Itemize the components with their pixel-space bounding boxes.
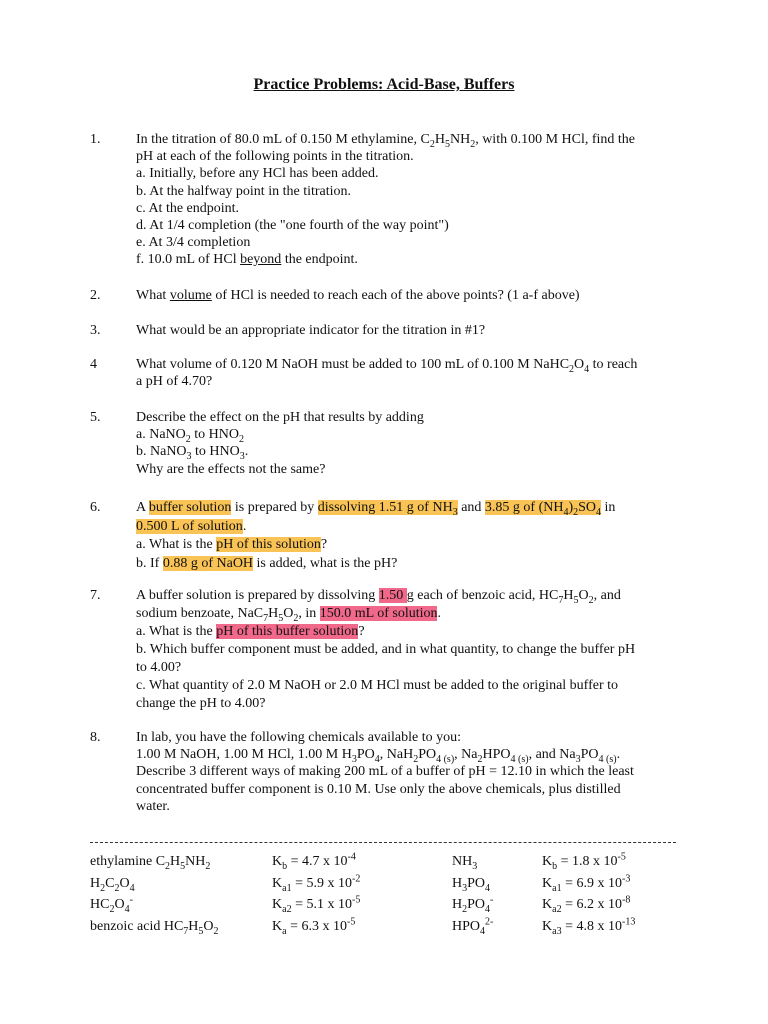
highlight: 0.500 L of solution bbox=[136, 518, 243, 534]
question-line: pH at each of the following points in the titration. bbox=[136, 149, 414, 165]
question-2: What volume of HCl is needed to reach each of the above points? (1 a-f above) bbox=[136, 288, 580, 303]
compound-cell: $H_3PO_4$ bbox=[452, 876, 491, 894]
question-part: f. 10.0 mL of HCl beyond the endpoint. bbox=[136, 252, 358, 268]
constant-cell: $K_a = 6.3$ x $10^{-5}$ bbox=[272, 916, 356, 937]
question-number: 2. bbox=[90, 288, 101, 303]
question-number: 7. bbox=[90, 588, 101, 603]
compound-cell: $H_2PO_4^-$ bbox=[452, 894, 494, 915]
question-8: In lab, you have the following chemicals available to you: 1.00 M NaOH, 1.00 M HCl, 1.00 M $H_3PO_4$, $NaH_2PO_{4 (s)}$, $Na_2HPO_{4 (s)}$, and $Na_3PO_{4 (s)}$. Describe 3 different ways of making 200 mL of a buffer of pH = 12.10 in which the least concentrated buffer component is 0.10 M. Use only the above chemicals, plus distilled water. bbox=[136, 730, 634, 814]
question-number: 1. bbox=[90, 132, 101, 147]
dashed-divider bbox=[90, 842, 676, 843]
question-number: 4 bbox=[90, 357, 97, 372]
compound-cell: $H_2C_2O_4$ bbox=[90, 876, 135, 894]
compound-cell: $HC_2O_4^-$ bbox=[90, 894, 133, 915]
highlight: 150.0 mL of solution bbox=[319, 606, 438, 621]
question-part: d. At 1/4 completion (the "one fourth of the way point") bbox=[136, 218, 449, 234]
constant-cell: $K_b = 4.7$ x $10^{-4}$ bbox=[272, 851, 356, 872]
highlight: buffer solution bbox=[148, 500, 232, 515]
question-5: Describe the effect on the pH that results by adding a. NaNO$_2$ to $HNO_2$ b. NaNO$_3$ to $HNO_3$. Why are the effects not the same? bbox=[136, 410, 424, 477]
question-part: c. At the endpoint. bbox=[136, 200, 240, 216]
question-number: 5. bbox=[90, 410, 101, 425]
highlight: dissolving 1.51 g of $NH_3$ bbox=[317, 500, 458, 518]
question-number: 6. bbox=[90, 500, 101, 515]
question-part: b. At the halfway point in the titration. bbox=[136, 183, 352, 199]
compound-cell: $NH_3$ bbox=[452, 854, 478, 872]
question-part: a. Initially, before any HCl has been added. bbox=[136, 166, 379, 182]
constant-cell: $K_{a2} = 5.1$ x $10^{-5}$ bbox=[272, 894, 361, 915]
page-title: Practice Problems: Acid-Base, Buffers bbox=[253, 76, 515, 93]
constant-cell: $K_b = 1.8$ x $10^{-5}$ bbox=[542, 851, 626, 872]
highlight: 3.85 g of $(NH_4)_2SO_4$ bbox=[484, 500, 602, 518]
question-4: What volume of 0.120 M NaOH must be added to 100 mL of 0.100 M $NaHC_2O_4$ to reach a pH of 4.70? bbox=[136, 357, 638, 390]
question-part: e. At 3/4 completion bbox=[136, 235, 251, 251]
highlight: pH of this buffer solution bbox=[216, 624, 359, 639]
highlight: 0.88 g of NaOH bbox=[162, 555, 254, 571]
question-1 bbox=[136, 131, 692, 269]
constant-cell: $K_{a1} = 6.9$ x $10^{-3}$ bbox=[542, 873, 631, 894]
highlight: 1.50 bbox=[378, 588, 407, 603]
constant-cell: $K_{a3} = 4.8$ x $10^{-13}$ bbox=[542, 916, 636, 937]
question-line: In the titration of 80.0 mL of 0.150 M ethylamine, $C_2H_5NH_2$, with 0.100 M HCl, find the bbox=[136, 132, 636, 150]
question-number: 8. bbox=[90, 730, 101, 745]
compound-cell: benzoic acid $HC_7H_5O_2$ bbox=[90, 919, 219, 937]
highlight: pH of this solution bbox=[216, 537, 321, 552]
compound-cell: ethylamine $C_2H_5NH_2$ bbox=[90, 854, 211, 872]
constant-cell: $K_{a1} = 5.9$ x $10^{-2}$ bbox=[272, 873, 361, 894]
compound-cell: $HPO_4^{2-}$ bbox=[452, 916, 494, 937]
question-7: A buffer solution is prepared by dissolving 1.50 g each of benzoic acid, $HC_7H_5O_2$, and sodium benzoate, $NaC_7H_5O_2$, in 150.0 mL of solution. a. What is the pH of this buffer solution? b. Which buffer component must be added, and in what quantity, to change the buffer pH to 4.00? c. What quantity of 2.0 M NaOH or 2.0 M HCl must be added to the original buffer to change the pH to 4.00? bbox=[136, 588, 636, 711]
question-6: A buffer solution is prepared by dissolving 1.51 g of $NH_3$ and 3.85 g of $(NH_4)_2SO_4$ in 0.500 L of solution. a. What is the pH of this solution? b. If 0.88 g of NaOH is added, what is the pH? bbox=[136, 500, 616, 571]
constant-cell: $K_{a2} = 6.2$ x $10^{-8}$ bbox=[542, 894, 631, 915]
question-number: 3. bbox=[90, 323, 101, 338]
question-3: What would be an appropriate indicator for the titration in #1? bbox=[136, 323, 486, 338]
